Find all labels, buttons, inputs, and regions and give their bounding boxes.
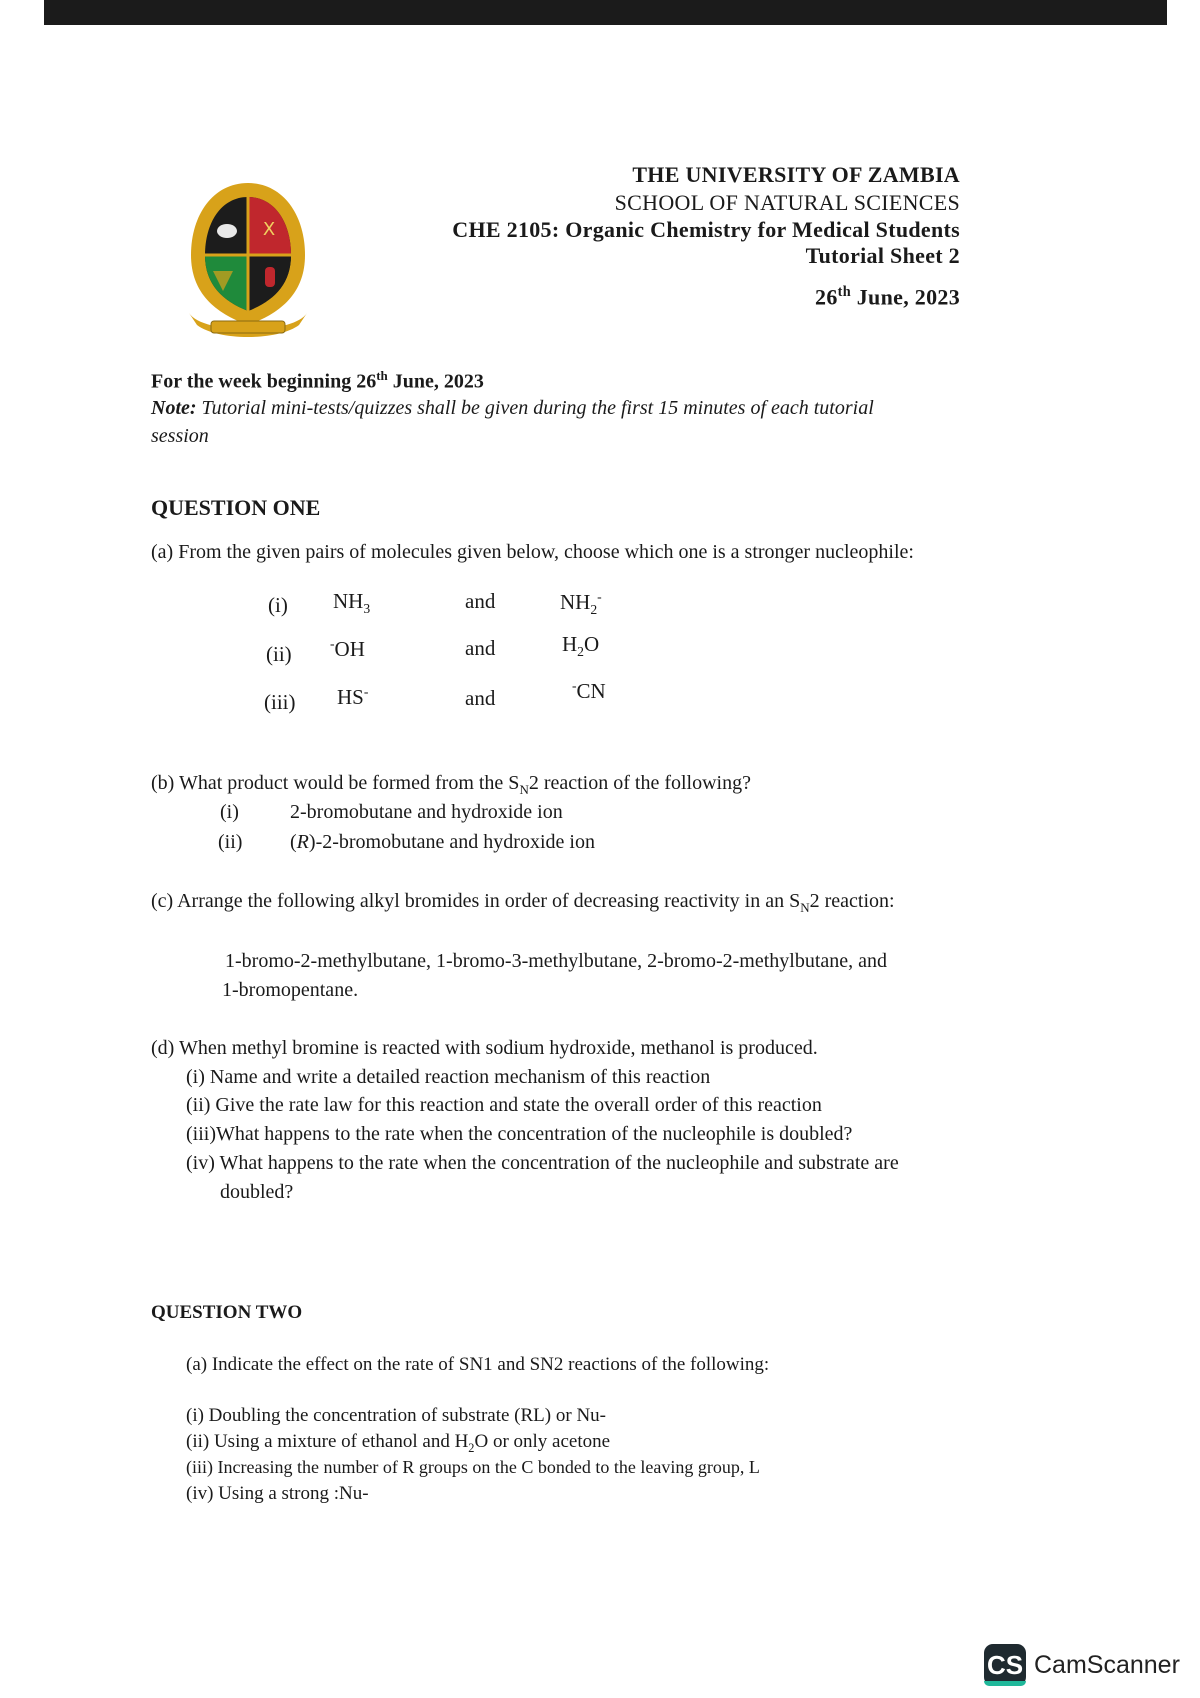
pair-right-i: $NH_2^-$ bbox=[560, 589, 602, 618]
q2-item-iii: (iii) Increasing the number of R groups on the C bonded to the leaving group, L bbox=[186, 1457, 760, 1477]
q1-part-c: (c) Arrange the following alkyl bromides in order of decreasing reactivity in an $S_N2$ reaction: bbox=[151, 890, 895, 915]
camscanner-text: CamScanner bbox=[1034, 1650, 1180, 1679]
pair-and-iii: and bbox=[465, 686, 496, 710]
q1-part-d: (d) When methyl bromine is reacted with sodium hydroxide, methanol is produced. bbox=[151, 1037, 818, 1059]
q1-b-item-ii: (R)-2-bromobutane and hydroxide ion bbox=[290, 831, 595, 853]
pair-and-ii: and bbox=[465, 636, 496, 660]
pair-left-i: $NH_3$ bbox=[333, 589, 371, 617]
university-crest-logo bbox=[183, 175, 313, 345]
sheet-date: 26th June, 2023 bbox=[815, 284, 960, 310]
q1-part-a: (a) From the given pairs of molecules given below, choose which one is a stronger nucleophile: bbox=[151, 541, 914, 563]
q2-item-i: (i) Doubling the concentration of substrate (RL) or Nu- bbox=[186, 1405, 606, 1426]
q1-c-list-line1: 1-bromo-2-methylbutane, 1-bromo-3-methylbutane, 2-bromo-2-methylbutane, and bbox=[225, 950, 888, 972]
q1-d-item-i: (i) Name and write a detailed reaction mechanism of this reaction bbox=[186, 1066, 711, 1088]
q1-part-b: (b) What product would be formed from the $S_N2$ reaction of the following? bbox=[151, 772, 751, 797]
week-line: For the week beginning 26th June, 2023 bbox=[151, 368, 484, 393]
camscanner-watermark bbox=[984, 1644, 1180, 1686]
svg-text:X: X bbox=[262, 219, 276, 240]
note-line-cont: session bbox=[151, 425, 209, 447]
pair-right-iii: -CN bbox=[572, 678, 606, 703]
pair-left-ii: -OH bbox=[330, 636, 365, 661]
camscanner-logo-icon: CS bbox=[984, 1644, 1026, 1686]
q2-item-iv: (iv) Using a strong :Nu- bbox=[186, 1483, 369, 1504]
q1-d-item-ii: (ii) Give the rate law for this reaction and state the overall order of this reaction bbox=[186, 1094, 822, 1116]
q1-b-num-i: (i) bbox=[220, 801, 239, 823]
q2-item-ii: (ii) Using a mixture of ethanol and $H_2O$ or only acetone bbox=[186, 1431, 611, 1455]
university-name: THE UNIVERSITY OF ZAMBIA bbox=[632, 162, 960, 187]
pair-num-iii: (iii) bbox=[264, 690, 296, 714]
question-one-title: QUESTION ONE bbox=[151, 495, 321, 520]
pair-num-i: (i) bbox=[268, 593, 288, 617]
pair-and-i: and bbox=[465, 589, 496, 613]
q1-d-item-iv: (iv) What happens to the rate when the concentration of the nucleophile and substrate are bbox=[186, 1152, 899, 1174]
q1-b-item-i: 2-bromobutane and hydroxide ion bbox=[290, 801, 563, 823]
pair-left-iii: HS- bbox=[337, 684, 369, 709]
q1-b-num-ii: (ii) bbox=[218, 831, 243, 853]
pair-right-ii: $H_2O$ bbox=[562, 632, 600, 660]
q1-c-list-line2: 1-bromopentane. bbox=[222, 979, 359, 1001]
q1-d-item-iv-cont: doubled? bbox=[220, 1181, 294, 1203]
question-two-title: QUESTION TWO bbox=[151, 1302, 303, 1323]
q2-part-a: (a) Indicate the effect on the rate of SN1 and SN2 reactions of the following: bbox=[186, 1354, 770, 1375]
sheet-title: Tutorial Sheet 2 bbox=[805, 243, 960, 268]
note-line: Note: Tutorial mini-tests/quizzes shall be given during the first 15 minutes of each tutorial bbox=[151, 397, 874, 419]
course-title: CHE 2105: Organic Chemistry for Medical Students bbox=[452, 217, 960, 242]
school-name: SCHOOL OF NATURAL SCIENCES bbox=[614, 190, 960, 215]
top-scan-border bbox=[44, 0, 1167, 25]
q1-d-item-iii: (iii)What happens to the rate when the concentration of the nucleophile is doubled? bbox=[186, 1123, 853, 1145]
pair-num-ii: (ii) bbox=[266, 642, 292, 666]
